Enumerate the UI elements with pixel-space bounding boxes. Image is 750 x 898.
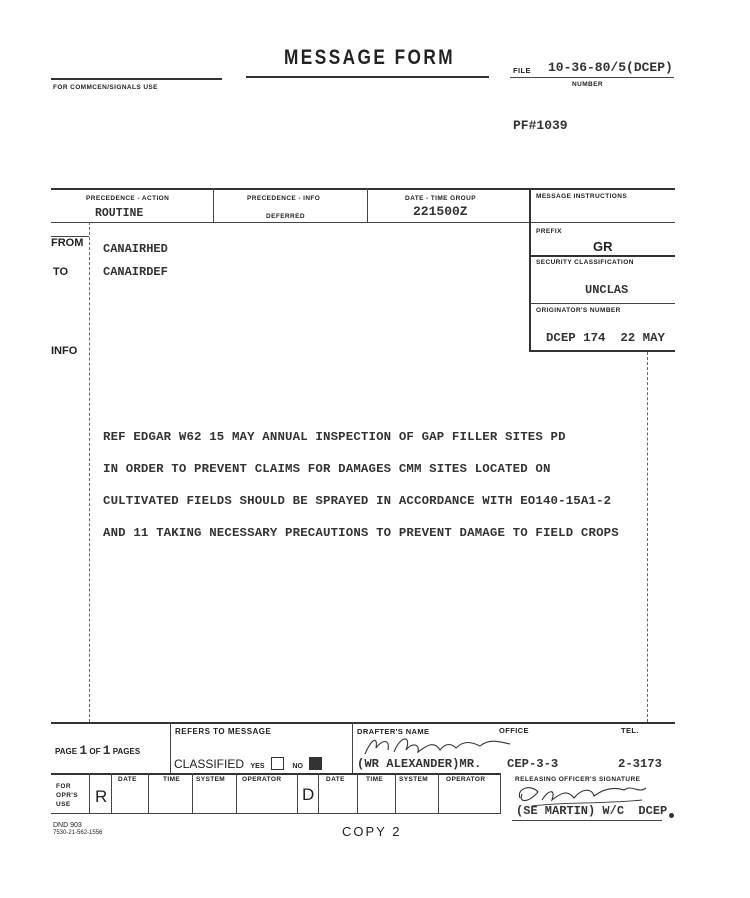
releasing-officer-name: (SE MARTIN) W/C DCEP — [516, 804, 668, 818]
side-box-rule-3 — [530, 303, 675, 304]
drafter-name-value: (WR ALEXANDER)MR. — [357, 757, 482, 771]
side-box-rule-1 — [530, 222, 675, 223]
footer-divider-page — [170, 722, 171, 774]
no-label: NO — [292, 763, 303, 770]
col-operator-1: OPERATOR — [242, 776, 282, 783]
to-value: CANAIRDEF — [103, 265, 168, 279]
originator-value: DCEP 174 22 MAY — [546, 331, 665, 345]
grid-divider-10 — [500, 773, 501, 813]
grid-divider-1 — [111, 773, 112, 813]
page-total: 1 — [102, 743, 111, 758]
side-box-rule-2 — [530, 255, 675, 257]
prefix-label: PREFIX — [536, 228, 562, 235]
col-time-2: TIME — [366, 776, 384, 783]
top-row-bottom-border — [51, 222, 529, 223]
reference-number: PF#1039 — [513, 118, 568, 133]
from-label: FROM — [51, 237, 84, 249]
yes-label: YES — [250, 763, 265, 770]
grid-divider-9 — [438, 773, 439, 813]
file-label: FILE — [513, 66, 531, 75]
drafter-name-label: DRAFTER'S NAME — [357, 727, 430, 736]
from-value: CANAIRHED — [103, 242, 168, 256]
message-instructions-label: MESSAGE INSTRUCTIONS — [536, 193, 628, 200]
col-date-1: DATE — [118, 776, 137, 783]
top-row-divider-2 — [367, 188, 368, 222]
col-date-2: DATE — [326, 776, 345, 783]
message-line-3: CULTIVATED FIELDS SHOULD BE SPRAYED IN ACCORDANCE WITH EO140-15A1-2 — [103, 494, 612, 508]
grid-divider-r — [89, 773, 90, 813]
originator-label: ORIGINATOR'S NUMBER — [536, 307, 621, 314]
precedence-action-value: ROUTINE — [95, 207, 144, 220]
of-label: OF — [89, 747, 101, 756]
top-row-divider-1 — [213, 188, 214, 222]
form-number: DND 903 — [53, 822, 82, 829]
grid-divider-5 — [297, 773, 298, 813]
form-title: MESSAGE FORM — [284, 46, 456, 69]
number-label: NUMBER — [572, 81, 603, 88]
refers-to-message-label: REFERS TO MESSAGE — [175, 727, 272, 736]
copy-label: COPY 2 — [342, 824, 402, 839]
grid-divider-3 — [192, 773, 193, 813]
message-line-1: REF EDGAR W62 15 MAY ANNUAL INSPECTION OF GAP FILLER SITES PD — [103, 430, 566, 444]
prefix-value: GR — [593, 239, 613, 254]
footer-divider-drafter — [352, 722, 353, 774]
security-label: SECURITY CLASSIFICATION — [536, 259, 634, 266]
to-label: TO — [53, 266, 69, 278]
classified-yes-checkbox[interactable] — [271, 757, 284, 770]
grid-divider-8 — [395, 773, 396, 813]
operator-grid-top-border — [51, 773, 501, 775]
grid-divider-6 — [318, 773, 319, 813]
precedence-action-label: PRECEDENCE - ACTION — [86, 195, 170, 202]
left-margin-line — [89, 222, 90, 722]
page-number: 1 — [79, 743, 88, 758]
col-system-1: SYSTEM — [196, 776, 226, 783]
col-time-1: TIME — [163, 776, 181, 783]
precedence-info-value: DEFERRED — [266, 213, 305, 220]
operator-grid-bottom-border — [51, 813, 501, 814]
right-margin-line — [647, 352, 648, 722]
dtg-value: 221500Z — [413, 204, 468, 219]
commcen-label: FOR COMMCEN/SIGNALS USE — [53, 84, 158, 91]
grid-divider-7 — [357, 773, 358, 813]
bullet-mark — [669, 813, 674, 818]
side-box-bottom-border — [529, 350, 675, 352]
message-line-2: IN ORDER TO PREVENT CLAIMS FOR DAMAGES CMM SITES LOCATED ON — [103, 462, 551, 476]
pages-label: PAGES — [112, 747, 141, 756]
office-label: OFFICE — [499, 726, 529, 735]
grid-divider-2 — [148, 773, 149, 813]
tel-label: TEL. — [621, 726, 639, 735]
security-value: UNCLAS — [585, 283, 629, 297]
file-number-rule — [510, 77, 674, 78]
side-box-left-border — [529, 188, 531, 352]
commcen-rule — [51, 78, 222, 80]
footer-top-border — [51, 722, 675, 724]
classified-row — [174, 755, 322, 773]
classified-label: CLASSIFIED — [174, 757, 245, 771]
file-number: 10-36-80/5(DCEP) — [548, 60, 673, 75]
precedence-info-label: PRECEDENCE - INFO — [247, 195, 321, 202]
col-operator-2: OPERATOR — [446, 776, 486, 783]
releasing-officer-label: RELEASING OFFICER'S SIGNATURE — [515, 776, 641, 783]
office-value: CEP-3-3 — [507, 757, 559, 771]
for-oprs-use-label: FOR OPR'S USE — [56, 783, 78, 808]
page-label: PAGE — [55, 747, 78, 756]
col-system-2: SYSTEM — [399, 776, 429, 783]
tel-value: 2-3173 — [618, 757, 662, 771]
title-underline — [246, 76, 489, 78]
dtg-label: DATE - TIME GROUP — [405, 195, 476, 202]
message-line-4: AND 11 TAKING NECESSARY PRECAUTIONS TO PREVENT DAMAGE TO FIELD CROPS — [103, 526, 619, 540]
grid-divider-4 — [236, 773, 237, 813]
stock-number: 7530-21-562-1556 — [53, 830, 103, 836]
d-mark: D — [302, 785, 315, 804]
releasing-officer-rule — [512, 820, 662, 821]
classified-no-checkbox[interactable] — [309, 757, 322, 770]
top-row-top-border — [51, 188, 675, 190]
page-count — [55, 743, 140, 758]
info-label: INFO — [51, 345, 78, 357]
r-mark: R — [95, 787, 108, 806]
